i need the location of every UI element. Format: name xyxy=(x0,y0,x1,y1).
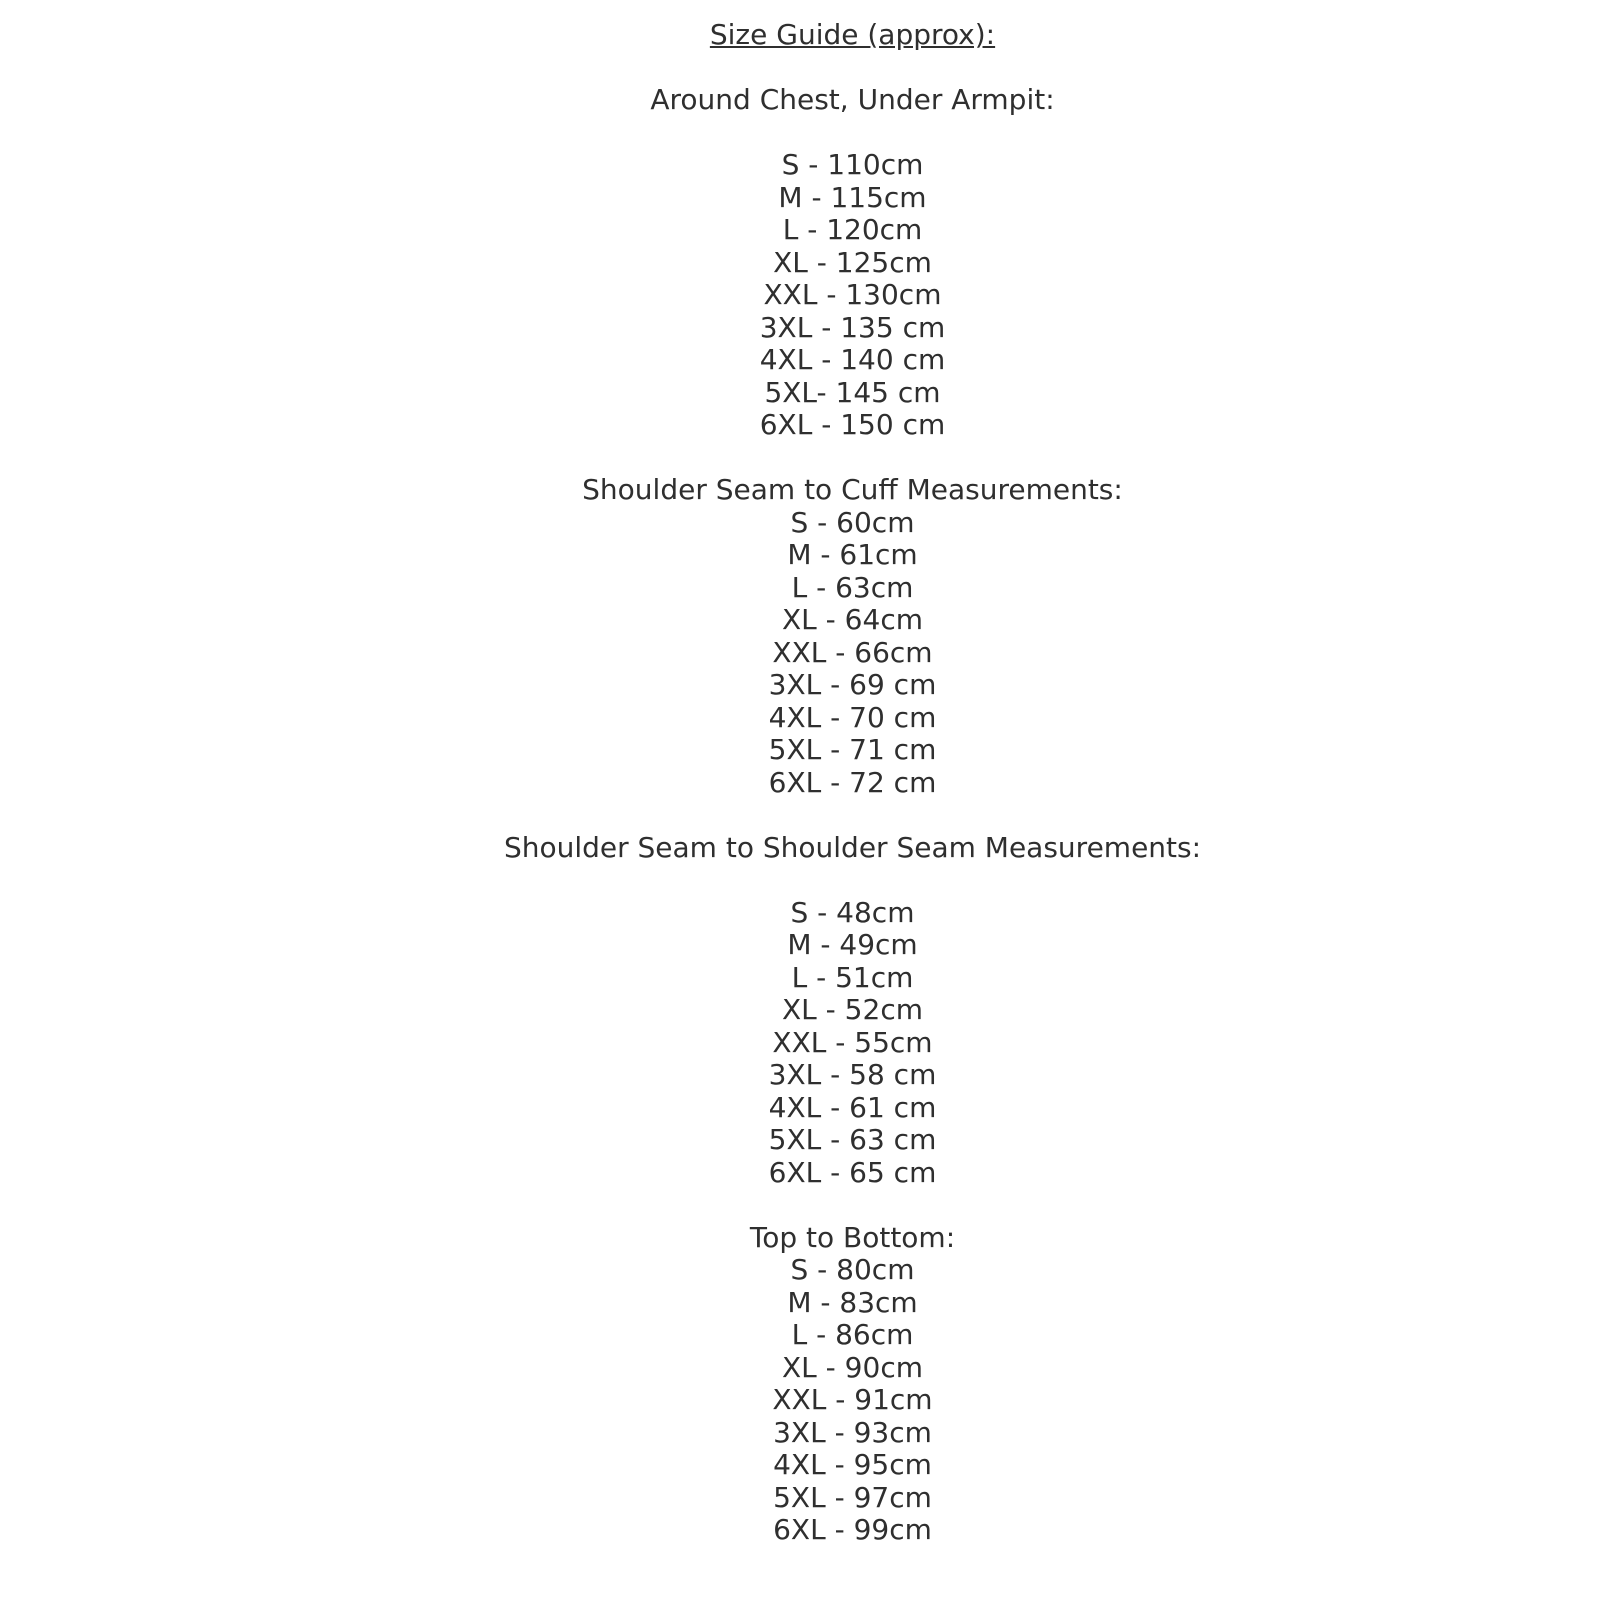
size-list-item: M - 61cm xyxy=(787,538,918,571)
size-list-item: L - 51cm xyxy=(791,960,914,994)
size-list-item: 4XL - 61 cm xyxy=(768,1090,937,1124)
size-list-item: 3XL - 135 cm xyxy=(759,310,946,344)
size-list-item: XL - 125cm xyxy=(773,245,932,279)
size-list-item: 3XL - 69 cm xyxy=(768,668,937,701)
size-list-item: XXL - 91cm xyxy=(772,1383,933,1416)
section-top-to-bottom xyxy=(105,1222,1600,1547)
size-list-item: M - 83cm xyxy=(787,1285,918,1319)
section-around-chest xyxy=(105,84,1600,442)
size-list-item: 4XL - 95cm xyxy=(773,1448,932,1481)
size-list-item: M - 115cm xyxy=(778,180,927,214)
size-list-item: 4XL - 140 cm xyxy=(759,343,946,376)
section-shoulder-to-shoulder xyxy=(105,832,1600,1190)
size-list-item: 3XL - 93cm xyxy=(773,1415,932,1449)
section-heading: Shoulder Seam to Cuff Measurements: xyxy=(582,473,1123,506)
size-list-item: XXL - 130cm xyxy=(763,278,942,311)
size-list-item: 5XL - 97cm xyxy=(773,1480,932,1514)
section-heading: Top to Bottom: xyxy=(749,1220,956,1254)
size-list-item: 5XL- 145 cm xyxy=(764,375,941,409)
size-list-item: XXL - 66cm xyxy=(772,635,933,669)
size-list-item: 3XL - 58 cm xyxy=(768,1058,937,1091)
size-list-item: 6XL - 150 cm xyxy=(759,408,946,441)
size-list-item: 6XL - 99cm xyxy=(773,1513,932,1546)
size-list-item: XL - 64cm xyxy=(782,603,923,636)
size-list xyxy=(105,1254,1600,1547)
section-shoulder-to-cuff xyxy=(105,474,1600,799)
size-list xyxy=(105,507,1600,800)
size-list-item: 6XL - 65 cm xyxy=(768,1155,937,1189)
section-heading: Around Chest, Under Armpit: xyxy=(650,83,1055,116)
size-list-item: L - 63cm xyxy=(791,570,914,604)
section-heading: Shoulder Seam to Shoulder Seam Measurements: xyxy=(503,830,1202,864)
size-list-item: S - 60cm xyxy=(790,505,915,539)
size-list-item: 4XL - 70 cm xyxy=(768,700,937,734)
size-list-item: XL - 90cm xyxy=(782,1350,923,1384)
page-title: Size Guide (approx): xyxy=(709,18,996,51)
size-list-item: M - 49cm xyxy=(787,928,918,961)
size-list-item: S - 110cm xyxy=(781,148,924,181)
size-list-item: 5XL - 63 cm xyxy=(768,1123,937,1156)
size-list xyxy=(105,149,1600,442)
size-list-item: S - 80cm xyxy=(790,1253,915,1286)
size-list-item: XXL - 55cm xyxy=(772,1025,933,1059)
size-list-item: L - 86cm xyxy=(791,1318,914,1351)
size-list-item: 6XL - 72 cm xyxy=(768,765,937,799)
size-list-item: XL - 52cm xyxy=(782,993,923,1026)
size-list-item: L - 120cm xyxy=(782,213,923,246)
size-list-item: 5XL - 71 cm xyxy=(768,733,937,766)
size-list-item: S - 48cm xyxy=(790,895,915,929)
size-list xyxy=(105,897,1600,1190)
